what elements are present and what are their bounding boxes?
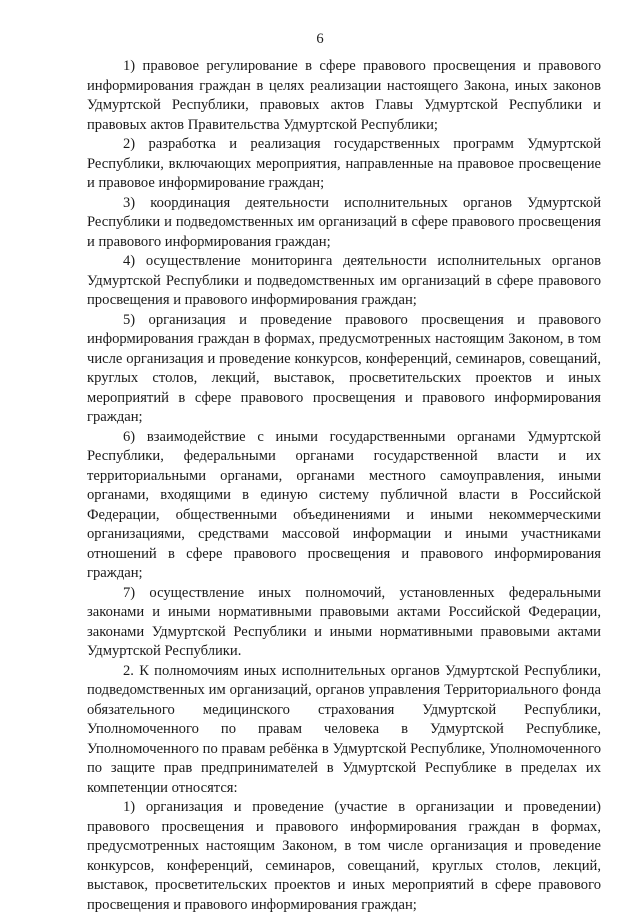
page-number: 6: [316, 31, 324, 47]
paragraph-1-item-3: 3) координация деятельности исполнительных органов Удмуртской Республики и подведомственных им организаций в сфере правового просвещения и правового информирования граждан;: [87, 194, 601, 250]
paragraph-1-item-1: 1) правовое регулирование в сфере правового просвещения и правового информирования граждан в целях реализации настоящего Закона, иных законов Удмуртской Республики, правовых актов Главы Удмуртской Республики и правовых актов Правительства Удмуртской Республики;: [87, 58, 601, 133]
section-2-item-1: 1) организация и проведение (участие в организации и проведении) правового просвещения и правового информирования граждан в формах, предусмотренных настоящим Законом, в том числе организация и проведение конкурсов, конференций, семинаров, совещаний, круглых столов, лекций, выставок, просветительских проектов и иных мероприятий в сфере правового просвещения и правового информирования граждан;: [87, 799, 601, 913]
paragraph-1-item-2: 2) разработка и реализация государственных программ Удмуртской Республики, включающих мероприятия, направленные на правовое просвещение и правовое информирование граждан;: [87, 136, 601, 191]
paragraph-1-item-7: 7) осуществление иных полномочий, установленных федеральными законами и иными нормативными правовыми актами Российской Федерации, законами Удмуртской Республики и иными нормативными правовыми актами Удмуртской Республики.: [87, 584, 601, 659]
paragraph-1-item-6: 6) взаимодействие с иными государственными органами Удмуртской Республики, федеральными органами государственной власти и их территориальными органами, органами местного самоуправления, иными органами, входящими в единую систему публичной власти в Российской Федерации, общественными объединениями и иными некоммерческими организациями, средствами массовой информации и иными участниками отношений в сфере правового просвещения и правового информирования граждан;: [87, 428, 601, 581]
section-2-intro: 2. К полномочиям иных исполнительных органов Удмуртской Республики, подведомственных им организаций, органов управления Территориального фонда обязательного медицинского страхования Удмуртской Республики, Уполномоченного по правам человека в Удмуртской Республике, Уполномоченного по правам ребёнка в Удмуртской Республике, Уполномоченного по защите прав предпринимателей в Удмуртской Республике в пределах их компетенции относятся:: [87, 662, 601, 796]
paragraph-1-item-5: 5) организация и проведение правового просвещения и правового информирования граждан в формах, предусмотренных настоящим Законом, в том числе организация и проведение конкурсов, конференций, семинаров, совещаний, круглых столов, лекций, выставок, просветительских проектов и иных мероприятий в сфере правового просвещения и правового информирования граждан;: [87, 311, 601, 425]
document-body: [87, 57, 601, 915]
paragraph-1-item-4: 4) осуществление мониторинга деятельности исполнительных органов Удмуртской Республики и подведомственных им организаций в сфере правового просвещения и правового информирования граждан;: [87, 253, 601, 308]
